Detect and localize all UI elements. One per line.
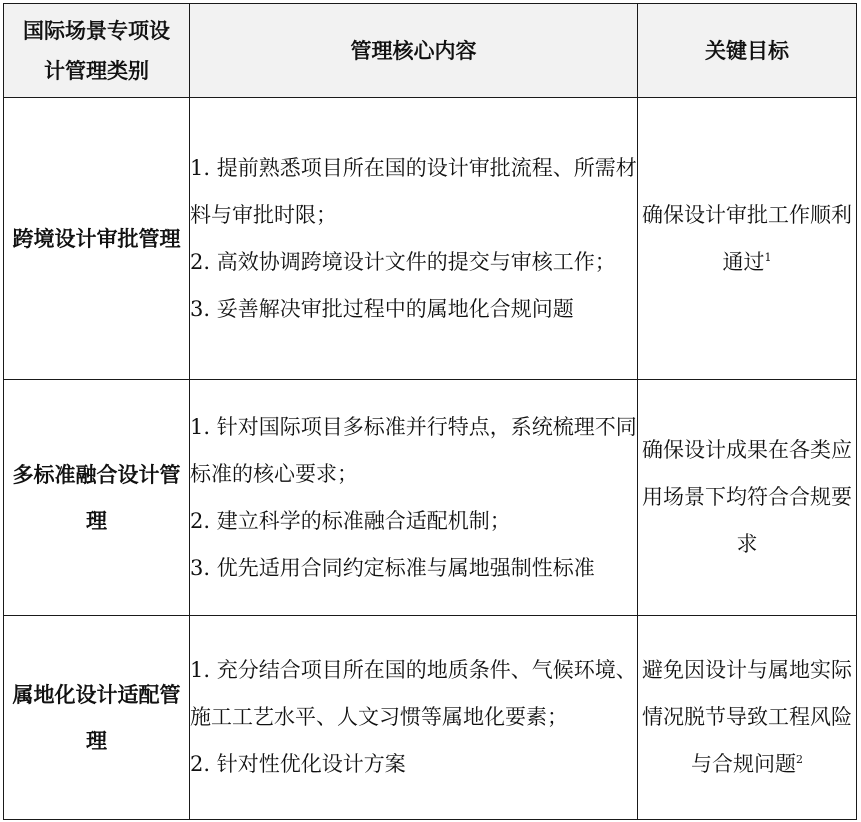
content-item: 1. 针对国际项目多标准并行特点，系统梳理不同标准的核心要求； <box>190 414 637 486</box>
content-item: 1. 提前熟悉项目所在国的设计审批流程、所需材料与审批时限； <box>190 155 637 227</box>
content-cell <box>190 380 638 616</box>
goal-text: 确保设计成果在各类应用场景下均符合合规要求 <box>642 438 852 556</box>
management-table <box>3 3 857 820</box>
category-cell: 多标准融合设计管理 <box>4 380 190 616</box>
table-row <box>4 98 857 380</box>
table-row <box>4 616 857 820</box>
content-cell <box>190 98 638 380</box>
footnote-marker: 1 <box>764 250 772 264</box>
content-item: 1. 充分结合项目所在国的地质条件、气候环境、施工工艺水平、人文习惯等属地化要素； <box>190 658 637 729</box>
goal-cell <box>638 380 857 616</box>
header-category: 国际场景专项设计管理类别 <box>4 4 190 98</box>
goal-text: 避免因设计与属地实际情况脱节导致工程风险与合规问题 <box>642 658 852 776</box>
table-row <box>4 380 857 616</box>
table-header-row <box>4 4 857 98</box>
goal-text: 确保设计审批工作顺利通过 <box>642 202 852 274</box>
footnote-marker: 2 <box>796 753 803 766</box>
header-content: 管理核心内容 <box>190 4 638 98</box>
content-item: 3. 妥善解决审批过程中的属地化合规问题 <box>190 296 574 321</box>
content-item: 2. 高效协调跨境设计文件的提交与审核工作； <box>190 249 616 274</box>
content-item: 2. 针对性优化设计方案 <box>190 752 406 776</box>
header-goal: 关键目标 <box>638 4 857 98</box>
content-item: 2. 建立科学的标准融合适配机制； <box>190 508 511 533</box>
category-cell: 属地化设计适配管理 <box>4 616 190 820</box>
category-cell: 跨境设计审批管理 <box>4 98 190 380</box>
content-cell <box>190 616 638 820</box>
goal-cell <box>638 98 857 380</box>
goal-cell <box>638 616 857 820</box>
content-item: 3. 优先适用合同约定标准与属地强制性标准 <box>190 555 595 580</box>
